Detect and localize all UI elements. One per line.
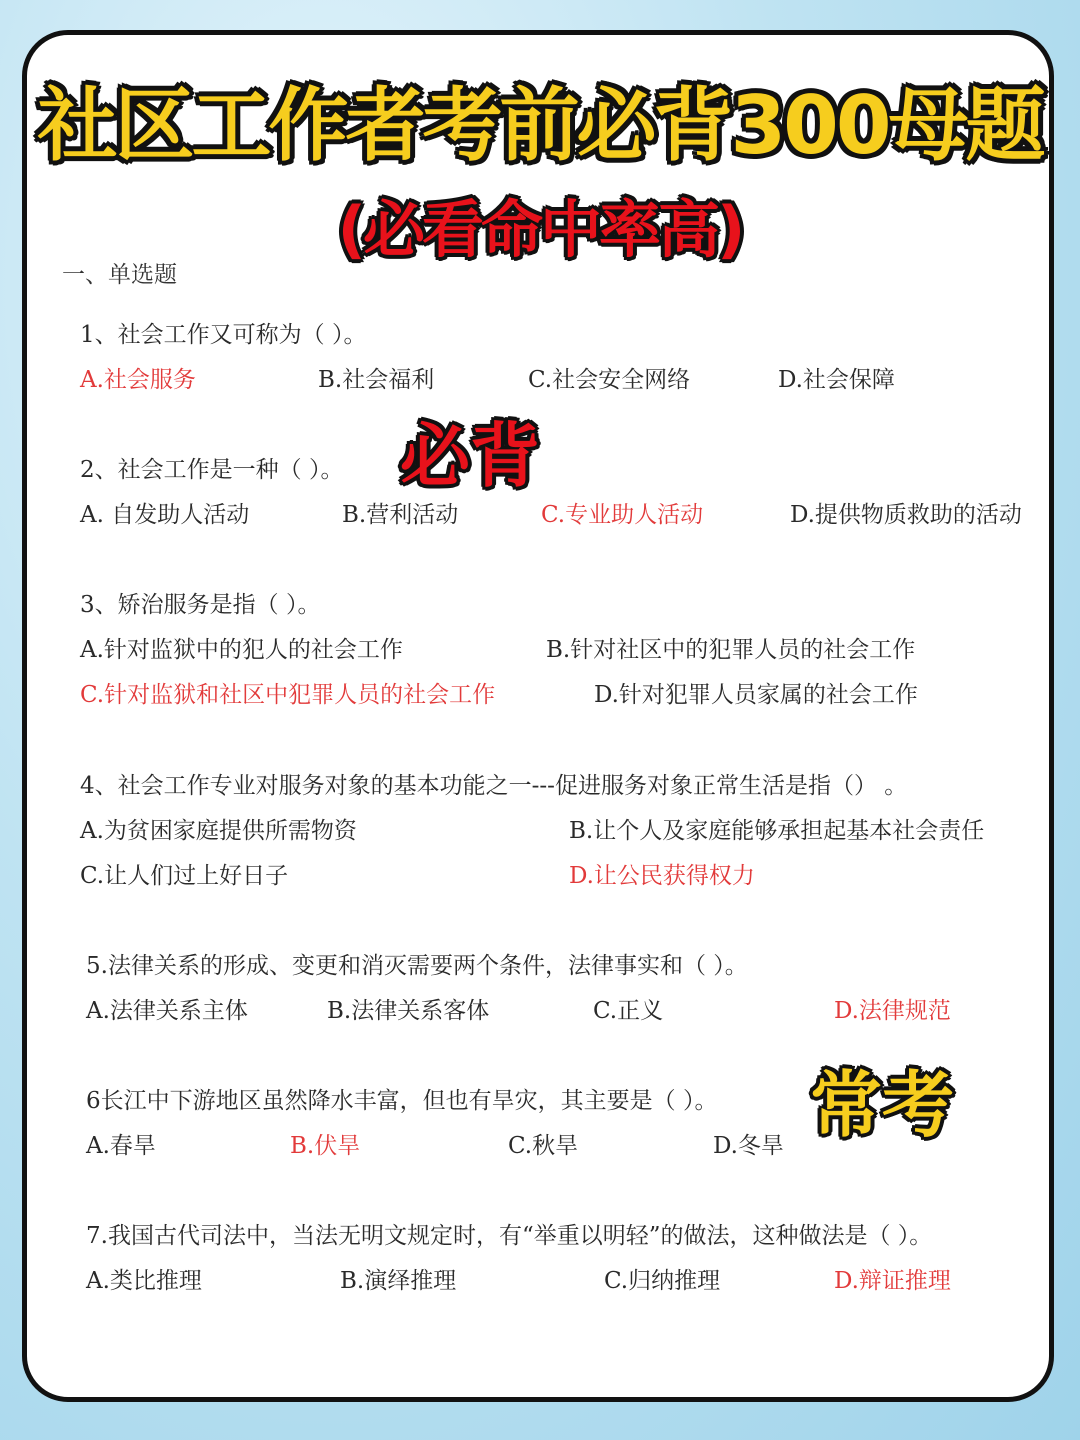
question-7-stem: 7.我国古代司法中，当法无明文规定时，有“举重以明轻”的做法，这种做法是（ ）。 [86,1223,933,1249]
page-subtitle: (必看命中率高) [337,193,743,266]
question-2-option-c: C.专业助人活动 [541,502,704,528]
question-1-option-a: A.社会服务 [80,367,196,393]
question-3-option-d: D.针对犯罪人员家属的社会工作 [594,682,918,708]
question-3-option-c: C.针对监狱和社区中犯罪人员的社会工作 [80,682,496,708]
question-6-option-c: C.秋旱 [508,1133,579,1159]
section-heading: 一、单选题 [62,262,177,288]
question-6-option-d: D.冬旱 [713,1133,784,1159]
question-3-option-a: A.针对监狱中的犯人的社会工作 [80,637,403,663]
question-4-option-c: C.让人们过上好日子 [80,863,289,889]
question-3-stem: 3、矫治服务是指（ ）。 [80,592,321,618]
question-7-option-a: A.类比推理 [86,1268,202,1294]
question-5-option-b: B.法律关系客体 [327,998,490,1024]
question-6-option-b: B.伏旱 [290,1133,361,1159]
page-title: 社区工作者考前必背300母题 [37,79,1043,172]
question-4-option-d: D.让公民获得权力 [569,863,755,889]
frequently-tested-stamp: 常考 [810,1063,955,1147]
question-2-option-b: B.营利活动 [342,502,459,528]
question-7-option-b: B.演绎推理 [340,1268,457,1294]
question-1-option-c: C.社会安全网络 [528,367,691,393]
question-5-option-c: C.正义 [593,998,664,1024]
question-2-stem: 2、社会工作是一种（ ）。 [80,457,344,483]
question-1-option-b: B.社会福利 [318,367,435,393]
question-4-option-a: A.为贫困家庭提供所需物资 [80,818,357,844]
question-3-option-b: B.针对社区中的犯罪人员的社会工作 [546,637,916,663]
question-1-stem: 1、社会工作又可称为（ ）。 [80,322,367,348]
question-2-option-d: D.提供物质救助的活动 [790,502,1022,528]
question-4-stem: 4、社会工作专业对服务对象的基本功能之一---促进服务对象正常生活是指（） 。 [80,773,908,799]
question-4-option-b: B.让个人及家庭能够承担起基本社会责任 [569,818,985,844]
question-5-option-d: D.法律规范 [834,998,951,1024]
question-7-option-c: C.归纳推理 [604,1268,721,1294]
question-5-option-a: A.法律关系主体 [86,998,248,1024]
question-5-stem: 5.法律关系的形成、变更和消灭需要两个条件，法律事实和（ ）。 [86,953,748,979]
question-1-option-d: D.社会保障 [778,367,895,393]
question-6-stem: 6长江中下游地区虽然降水丰富，但也有旱灾，其主要是（ ）。 [86,1088,718,1114]
question-6-option-a: A.春旱 [86,1133,156,1159]
question-7-option-d: D.辩证推理 [834,1268,951,1294]
must-memorize-stamp: 必背 [400,415,540,497]
question-2-option-a: A. 自发助人活动 [80,502,250,528]
